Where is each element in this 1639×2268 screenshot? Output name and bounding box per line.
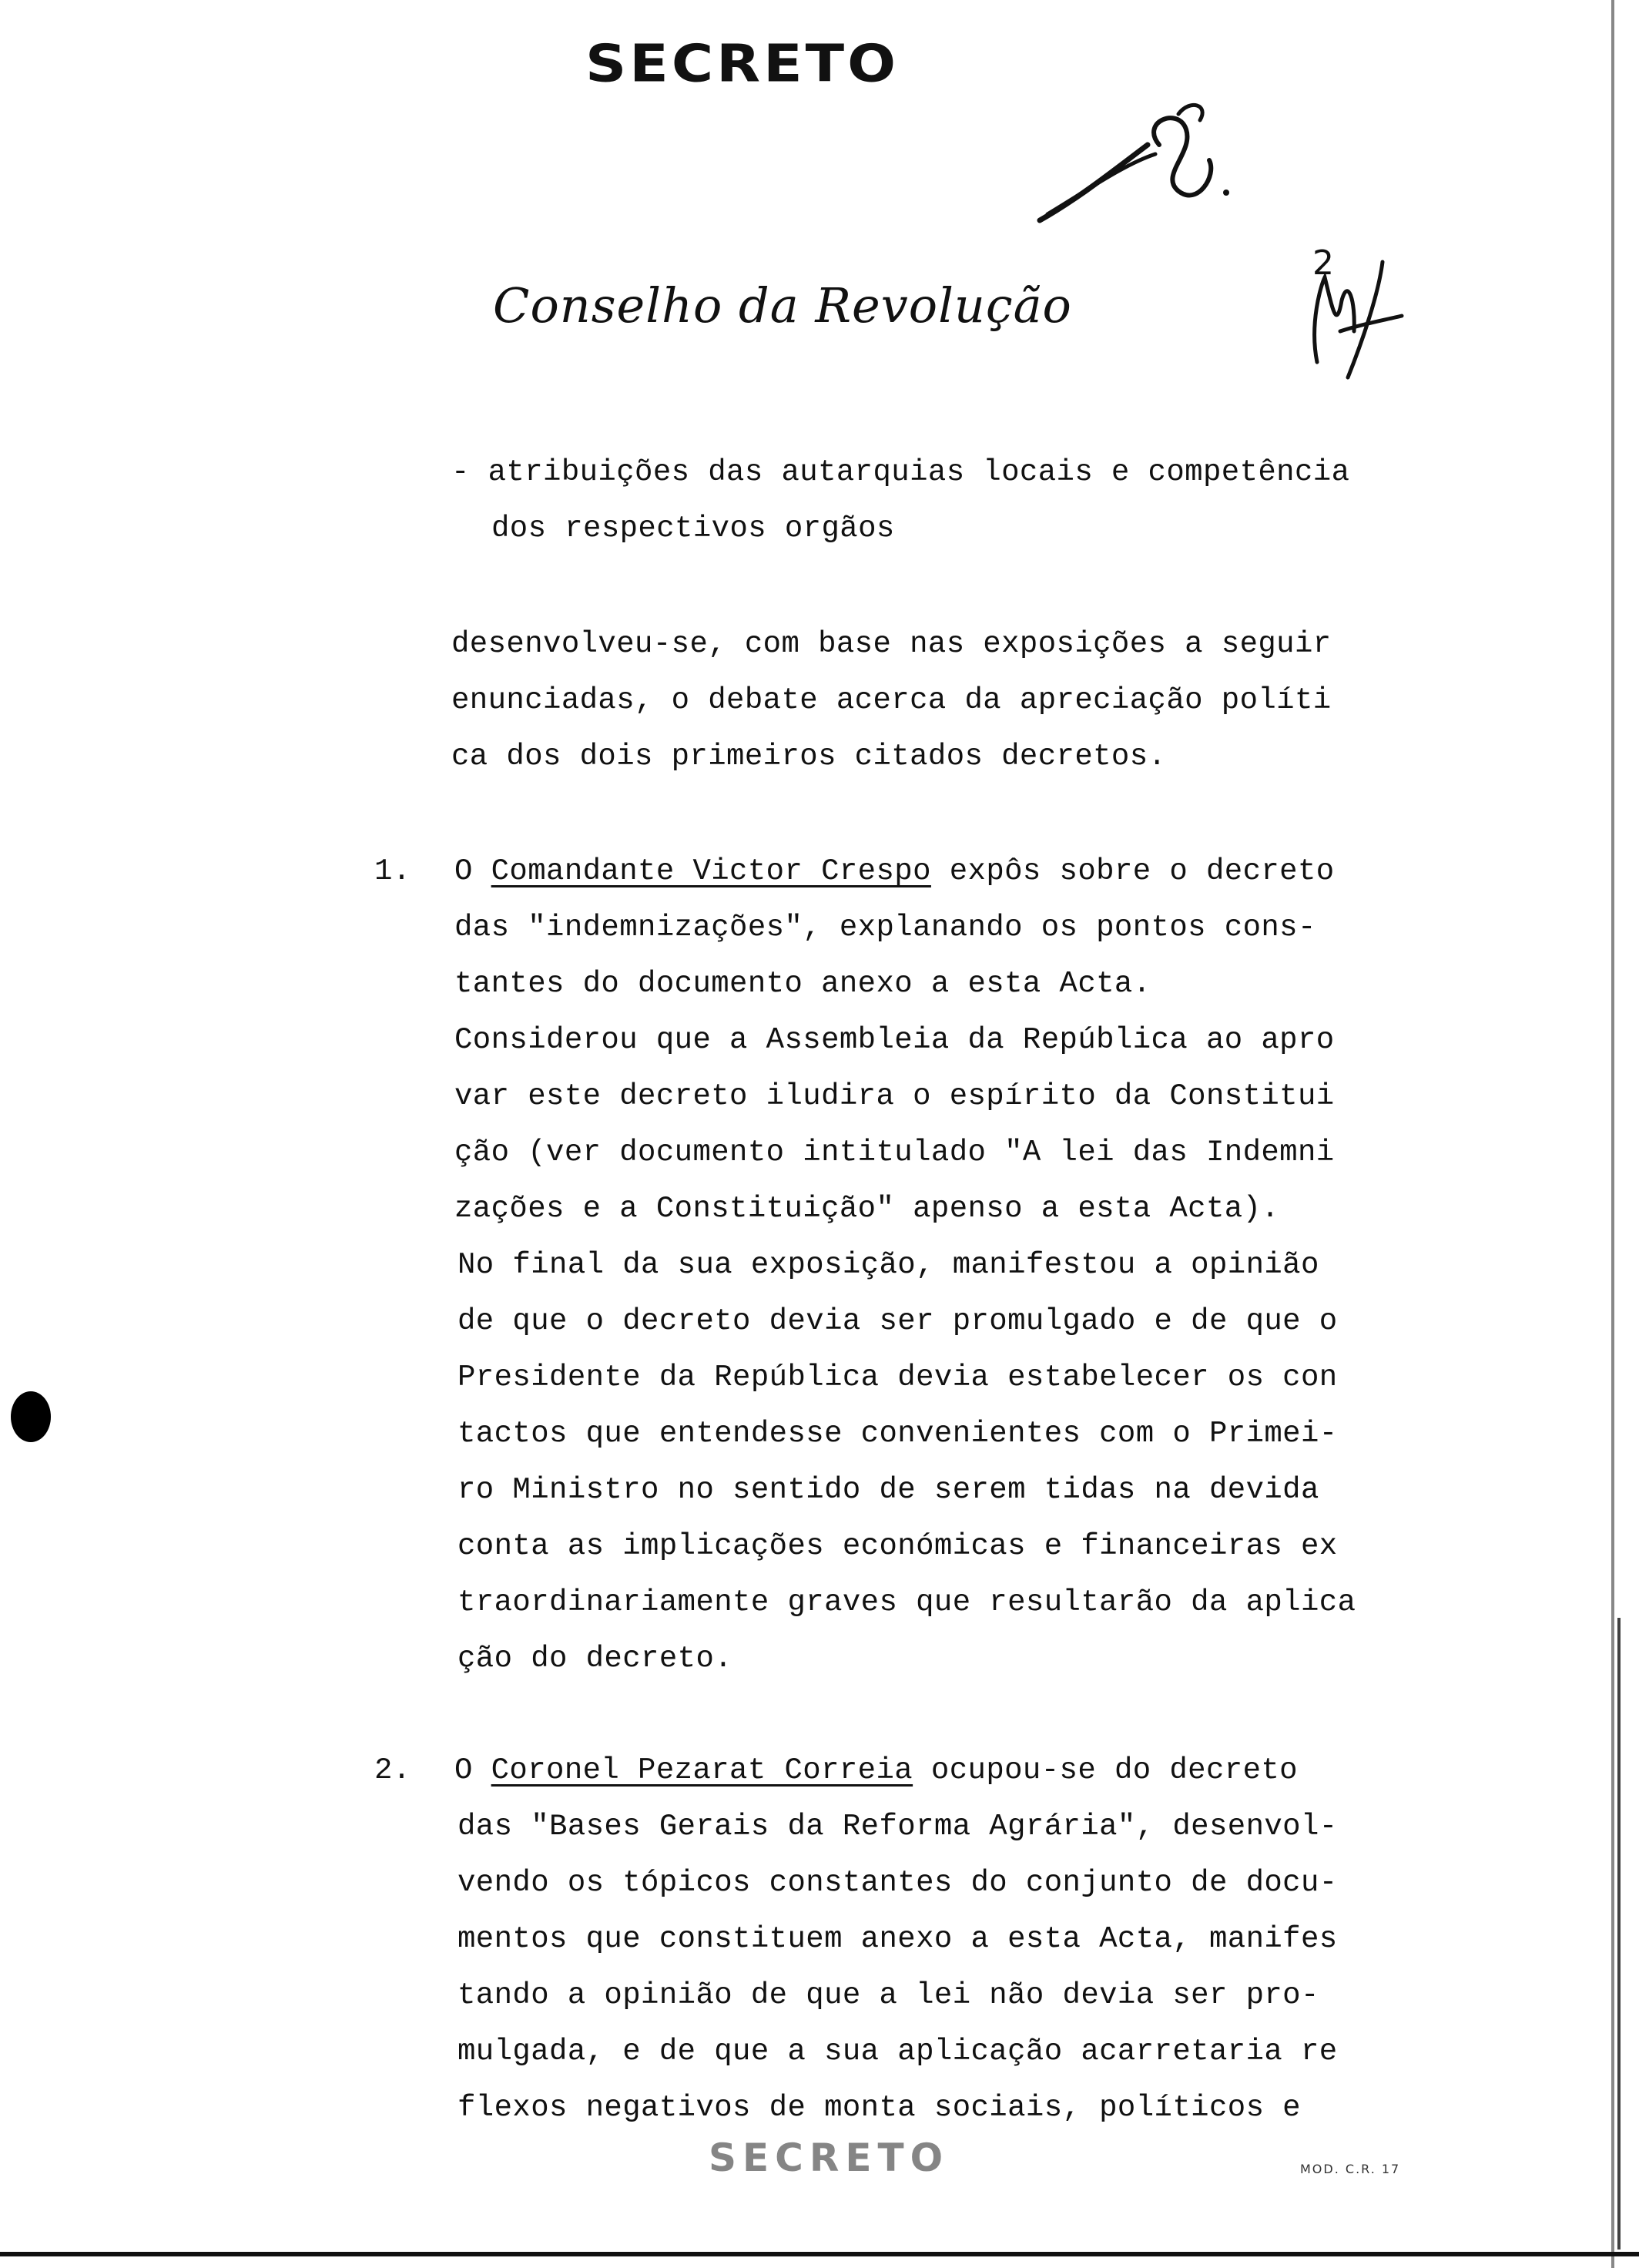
text-line: - atribuições das autarquias locais e competência xyxy=(451,455,1350,489)
text-line: flexos negativos de monta sociais, políticos e xyxy=(458,2091,1301,2125)
text-line: tactos que entendesse convenientes com o Primei- xyxy=(458,1417,1338,1451)
classification-stamp-top: SECRETO xyxy=(585,34,900,94)
intro-paragraph xyxy=(451,445,1349,557)
text-line: vendo os tópicos constantes do conjunto de docu- xyxy=(458,1866,1338,1900)
text-fragment: O xyxy=(454,1753,491,1787)
text-line: mentos que constituem anexo a esta Acta, manifes xyxy=(458,1922,1338,1956)
speaker-name: Coronel Pezarat Correia xyxy=(491,1753,913,1787)
classification-stamp-bottom: SECRETO xyxy=(709,2135,950,2180)
text-line: dos respectivos orgãos xyxy=(491,512,895,545)
text-line: ro Ministro no sentido de serem tidas na devida xyxy=(458,1473,1319,1507)
letterhead-council-name: Conselho da Revolução xyxy=(493,277,1072,334)
text-fragment: ocupou-se do decreto xyxy=(913,1753,1298,1787)
signature-initials-margin xyxy=(1294,247,1409,385)
item-first-line xyxy=(374,844,1356,900)
item-number: 2. xyxy=(374,1753,411,1787)
scan-edge-right-dark xyxy=(1617,1618,1621,2250)
hole-punch-mark xyxy=(11,1391,51,1442)
scan-edge-right xyxy=(1611,0,1614,2268)
text-line: tantes do documento anexo a esta Acta. xyxy=(454,967,1151,1001)
speaker-name: Comandante Victor Crespo xyxy=(491,854,931,888)
text-line: No final da sua exposição, manifestou a opinião xyxy=(458,1248,1319,1282)
text-line: mulgada, e de que a sua aplicação acarretaria re xyxy=(458,2035,1338,2068)
item-number: 1. xyxy=(374,854,411,888)
text-line: das "Bases Gerais da Reforma Agrária", desenvol- xyxy=(458,1810,1338,1844)
text-fragment: expôs sobre o decreto xyxy=(930,854,1335,888)
scan-edge-bottom xyxy=(0,2252,1639,2256)
text-line: conta as implicações económicas e financeiras ex xyxy=(458,1529,1338,1563)
text-line: Presidente da República devia estabelecer os con xyxy=(458,1360,1338,1394)
text-line: ção (ver documento intitulado "A lei das Indemni xyxy=(454,1136,1335,1169)
text-line: Considerou que a Assembleia da República ao apro xyxy=(454,1023,1335,1057)
numbered-item-1 xyxy=(374,844,1356,1687)
text-line: ca dos dois primeiros citados decretos. xyxy=(451,740,1167,773)
item-first-line xyxy=(374,1743,1338,1799)
page-number: 2 xyxy=(1312,243,1334,283)
text-line: enunciadas, o debate acerca da apreciação políti xyxy=(451,683,1332,717)
numbered-item-2 xyxy=(374,1743,1338,2136)
form-code: MOD. C.R. 17 xyxy=(1300,2162,1401,2176)
text-line: de que o decreto devia ser promulgado e de que o xyxy=(458,1304,1338,1338)
text-line: ção do decreto. xyxy=(458,1642,733,1676)
signature-initials-top xyxy=(1024,91,1255,230)
text-line: tando a opinião de que a lei não devia ser pro- xyxy=(458,1978,1319,2012)
text-line: var este decreto iludira o espírito da Constitui xyxy=(454,1079,1335,1113)
text-fragment: O xyxy=(454,854,491,888)
text-line: desenvolveu-se, com base nas exposições a seguir xyxy=(451,627,1332,661)
lead-paragraph xyxy=(451,616,1332,785)
text-line: traordinariamente graves que resultarão da aplica xyxy=(458,1585,1356,1619)
text-line: zações e a Constituição" apenso a esta Acta). xyxy=(454,1192,1280,1226)
text-line: das "indemnizações", explanando os pontos cons- xyxy=(454,911,1316,944)
